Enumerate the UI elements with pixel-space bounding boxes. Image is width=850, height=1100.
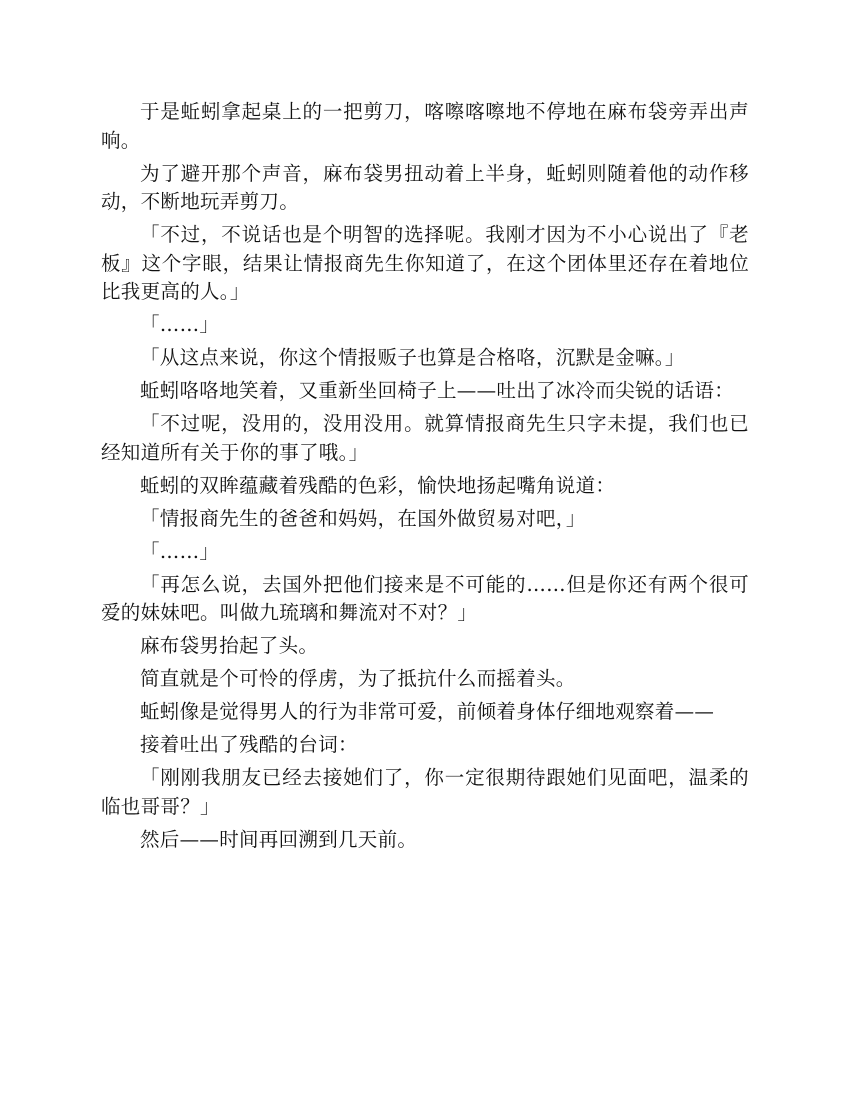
paragraph: 「情报商先生的爸爸和妈妈，在国外做贸易对吧，」 [140,506,586,530]
paragraph: 「从这点来说，你这个情报贩子也算是合格咯，沉默是金嘛。」 [140,346,685,369]
paragraph: 于是蚯蚓拿起桌上的一把剪刀，喀嚓喀嚓地不停地在麻布袋旁弄出声响。 [101,100,749,152]
paragraph: 蚯蚓咯咯地笑着，又重新坐回椅子上——吐出了冰冷而尖锐的话语： [140,379,735,402]
paragraph: 「不过呢，没用的，没用没用。就算情报商先生只字未提，我们也已经知道所有关于你的事了哦。」 [101,412,749,464]
paragraph: 「……」 [140,313,220,336]
paragraph: 简直就是个可怜的俘虏，为了抵抗什么而摇着头。 [140,667,576,690]
document-body [101,98,749,859]
paragraph: 麻布袋男抬起了头。 [140,634,319,657]
paragraph: 「再怎么说，去国外把他们接来是不可能的……但是你还有两个很可爱的妹妹吧。叫做九琉璃和舞流对不对？」 [101,572,749,624]
paragraph: 「刚刚我朋友已经去接她们了，你一定很期待跟她们见面吧，温柔的临也哥哥？」 [101,766,749,818]
paragraph: 为了避开那个声音，麻布袋男扭动着上半身，蚯蚓则随着他的动作移动，不断地玩弄剪刀。 [101,161,749,213]
paragraph: 然后——时间再回溯到几天前。 [140,827,418,851]
paragraph: 「不过，不说话也是个明智的选择呢。我刚才因为不小心说出了『老板』这个字眼，结果让情报商先生你知道了，在这个团体里还存在着地位比我更高的人。」 [101,223,749,303]
paragraph: 接着吐出了残酷的台词： [140,733,358,756]
paragraph: 「……」 [140,539,220,563]
paragraph: 蚯蚓的双眸蕴藏着残酷的色彩，愉快地扬起嘴角说道： [140,473,616,497]
paragraph: 蚯蚓像是觉得男人的行为非常可爱，前倾着身体仔细地观察着—— [140,700,715,723]
